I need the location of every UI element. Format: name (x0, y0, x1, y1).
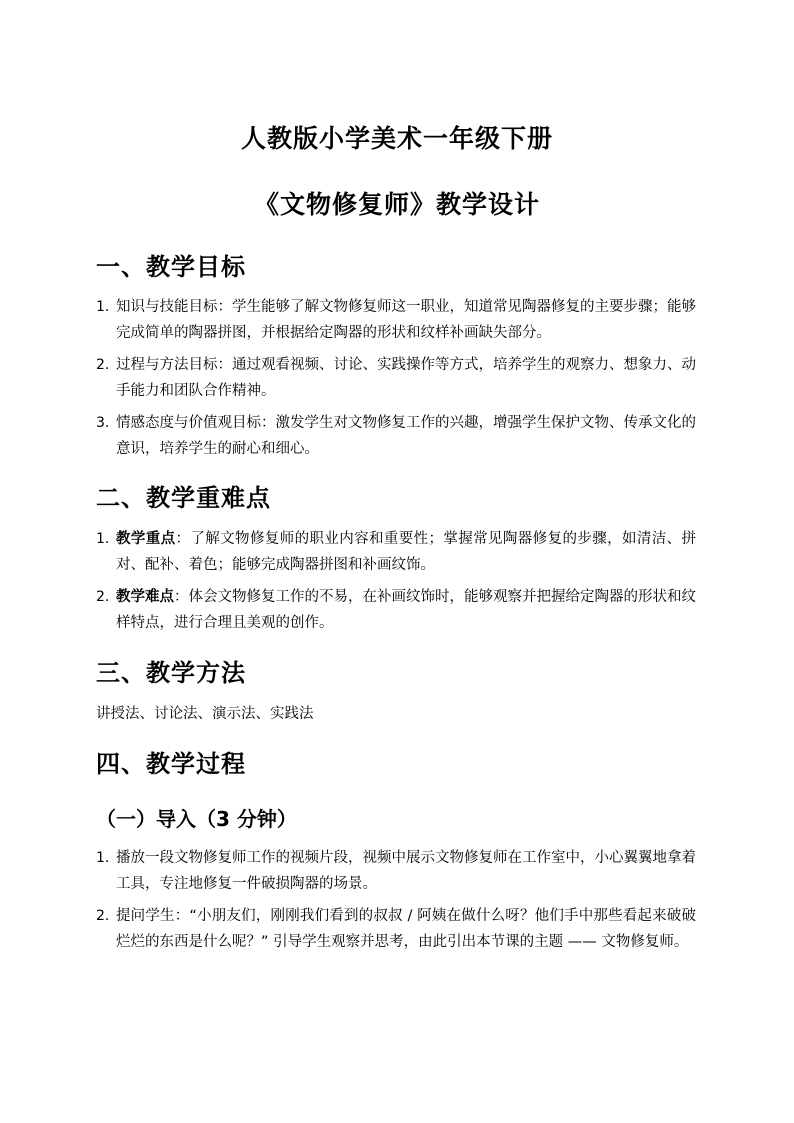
item-text: 情感态度与价值观目标：激发学生对文物修复工作的兴趣，增强学生保护文物、传承文化的意识，培养学生的耐心和细心。 (116, 415, 696, 457)
process-list (96, 845, 696, 961)
list-item (96, 903, 696, 955)
section-heading-process: 四、教学过程 (96, 750, 246, 778)
document-title-lesson: 《文物修复师》教学设计 (253, 190, 540, 219)
section-heading-keypoints: 二、教学重难点 (96, 484, 271, 512)
item-number: 1. (96, 531, 110, 547)
list-item (96, 584, 696, 636)
list-item (96, 410, 696, 462)
item-number: 1. (96, 299, 110, 315)
item-number: 2. (96, 908, 110, 924)
section-heading-goals: 一、教学目标 (96, 253, 246, 281)
list-item (96, 294, 696, 346)
keypoints-list (96, 526, 696, 642)
document-title-grade: 人教版小学美术一年级下册 (240, 124, 553, 153)
item-text: 提问学生：“小朋友们，刚刚我们看到的叔叔 / 阿姨在做什么呀？他们手中那些看起来破破烂烂的东西是什么呢？” 引导学生观察并思考，由此引出本节课的主题 —— 文物修复师。 (116, 908, 696, 950)
item-number: 2. (96, 589, 110, 605)
item-number: 1. (96, 850, 110, 866)
list-item (96, 352, 696, 404)
item-text: 知识与技能目标：学生能够了解文物修复师这一职业，知道常见陶器修复的主要步骤；能够完成简单的陶器拼图，并根据给定陶器的形状和纹样补画缺失部分。 (116, 299, 696, 341)
methods-text: 讲授法、讨论法、演示法、实践法 (96, 706, 314, 722)
item-text: ：了解文物修复师的职业内容和重要性；掌握常见陶器修复的步骤，如清洁、拼对、配补、着色；能够完成陶器拼图和补画纹饰。 (116, 531, 697, 573)
sub-heading-introduction: （一）导入（3 分钟） (96, 807, 297, 831)
item-text: ：体会文物修复工作的不易，在补画纹饰时，能够观察并把握给定陶器的形状和纹样特点，进行合理且美观的创作。 (116, 589, 696, 631)
item-label: 教学难点 (116, 589, 174, 605)
section-heading-methods: 三、教学方法 (96, 659, 246, 687)
item-number: 2. (96, 357, 110, 373)
list-item (96, 845, 696, 897)
item-text: 过程与方法目标：通过观看视频、讨论、实践操作等方式，培养学生的观察力、想象力、动手能力和团队合作精神。 (116, 357, 696, 399)
item-label: 教学重点 (116, 531, 176, 547)
item-text: 播放一段文物修复师工作的视频片段，视频中展示文物修复师在工作室中，小心翼翼地拿着工具，专注地修复一件破损陶器的场景。 (116, 850, 696, 892)
item-number: 3. (96, 415, 110, 431)
goals-list (96, 294, 696, 468)
list-item (96, 526, 696, 578)
